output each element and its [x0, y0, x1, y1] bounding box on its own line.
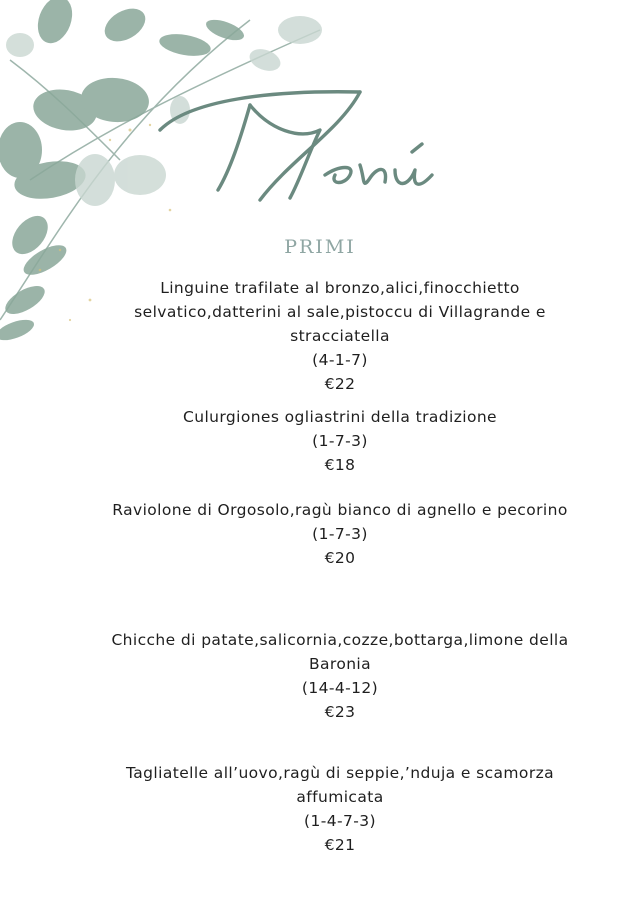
dish-allergens: (1-7-3) — [312, 525, 368, 543]
dish-price: €20 — [324, 549, 356, 567]
dish-name: Tagliatelle all’uovo,ragù di seppie,’nduja e scamorza affumicata — [125, 764, 555, 806]
dish-price: €18 — [324, 456, 356, 474]
dish-item — [100, 628, 580, 724]
menu-title — [150, 70, 450, 220]
dish-allergens: (14-4-12) — [301, 679, 379, 697]
dish-price: €21 — [324, 836, 356, 854]
dish-allergens: (1-4-7-3) — [304, 812, 376, 830]
dish-allergens: (1-7-3) — [312, 432, 368, 450]
dish-item — [100, 405, 580, 477]
dish-price: €23 — [324, 703, 356, 721]
dish-item — [100, 276, 580, 396]
section-heading: PRIMI — [284, 236, 356, 258]
dish-name: Chicche di patate,salicornia,cozze,bottarga,limone della Baronia — [111, 631, 569, 673]
menu-title-lettering — [150, 70, 450, 220]
dish-name: Raviolone di Orgosolo,ragù bianco di agnello e pecorino — [112, 501, 568, 519]
dish-allergens: (4-1-7) — [312, 351, 368, 369]
dish-name: Linguine trafilate al bronzo,alici,finocchietto selvatico,datterini al sale,pistoccu di Villagrande e stracciatella — [134, 279, 546, 345]
dish-item — [100, 761, 580, 857]
dish-price: €22 — [324, 375, 356, 393]
dish-name: Culurgiones ogliastrini della tradizione — [183, 408, 497, 426]
dish-item — [100, 498, 580, 570]
